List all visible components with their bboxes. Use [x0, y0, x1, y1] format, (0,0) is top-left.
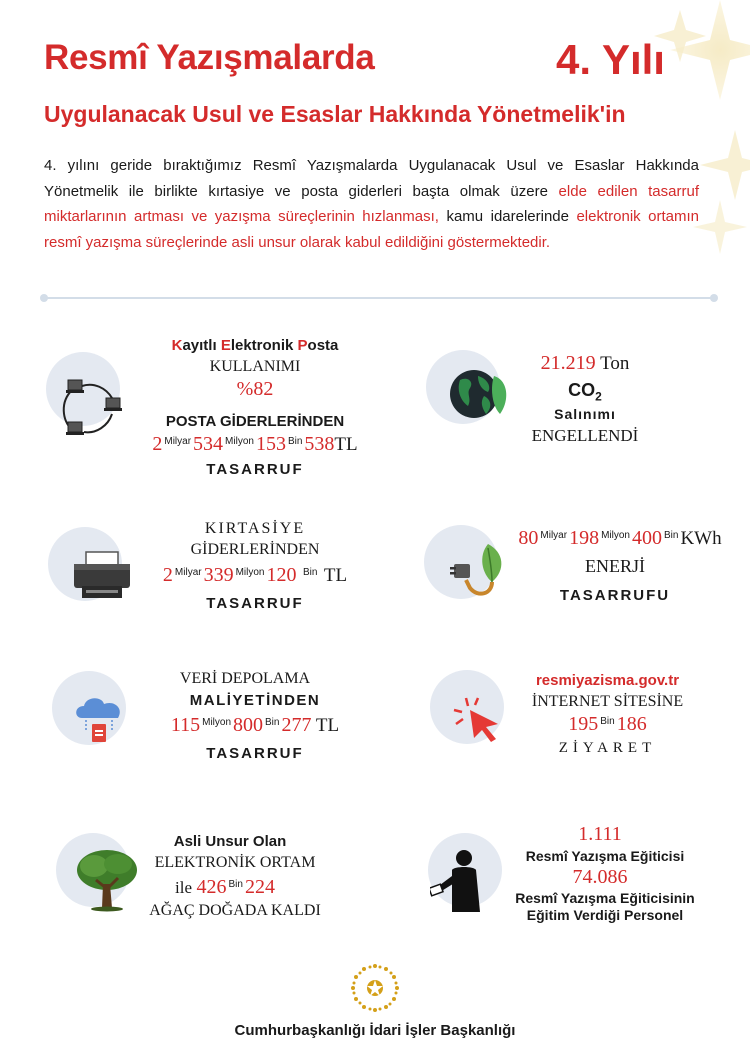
- kirtasiye-amount: 2 $^{Milyar}$ 339 $^{Milyon}$ 120 $^{Bin}$ TL: [162, 564, 348, 586]
- plug-leaf-icon: [448, 540, 508, 602]
- veri-l2: MALİYETİNDEN: [189, 692, 321, 709]
- cloud-storage-icon: [72, 692, 128, 748]
- veri-amount: 115 $^{Milyon}$ 800 $^{Bin}$ 277 TL: [170, 714, 340, 736]
- veri-saving: TASARRUF: [206, 745, 304, 762]
- kep-saving: TASARRUF: [206, 461, 304, 478]
- site-url[interactable]: resmiyazisma.gov.tr: [535, 672, 680, 689]
- co2-line1: Salınımı: [554, 406, 616, 422]
- agac-l1: Asli Unsur Olan: [173, 833, 287, 850]
- co2-gas: $CO_2$: [568, 380, 602, 404]
- kirtasiye-l1: KIRTASİYE: [204, 520, 306, 537]
- kep-amount: 2 $^{Milyar}$ 534 $^{Milyon}$ 153 $^{Bin}$ 538TL: [152, 433, 358, 455]
- site-l1: İNTERNET SİTESİNE: [531, 693, 684, 710]
- kep-percent: %82: [236, 378, 274, 400]
- kep-posta-label: POSTA GİDERLERİNDEN: [165, 413, 345, 430]
- cursor-click-icon: [452, 694, 506, 744]
- presenter-icon: [430, 848, 496, 912]
- page-title: Resmî Yazışmalarda: [44, 38, 375, 77]
- footer-org: Cumhurbaşkanlığı İdari İşler Başkanlığı: [234, 1022, 516, 1039]
- egitici-count1: 1.111: [578, 823, 622, 845]
- egitici-l1: Resmî Yazışma Eğiticisi: [525, 848, 685, 864]
- kep-title: Kayıtlı Elektronik Posta: [171, 337, 339, 354]
- kep-usage: KULLANIMI: [209, 358, 301, 375]
- enerji-amount: 80 $^{Milyar}$ 198 $^{Milyon}$ 400 $^{Bin}$ KWh: [518, 527, 722, 549]
- page-subtitle: Uygulanacak Usul ve Esaslar Hakkında Yönetmelik'in: [44, 101, 626, 127]
- enerji-l1: ENERJİ: [585, 556, 645, 576]
- enerji-saving: TASARRUFU: [559, 587, 671, 604]
- egitici-l2: Resmî Yazışma Eğiticisinin: [515, 890, 695, 906]
- divider: [44, 297, 714, 299]
- co2-line2: ENGELLENDİ: [531, 426, 639, 445]
- egitici-count2: 74.086: [572, 866, 628, 888]
- intro-paragraph: 4. yılını geride bıraktığımız Resmî Yazışmalarda Uygulanacak Usul ve Esaslar Hakkında Yönetmelik ile birlikte kırtasiye ve posta giderleri başta olmak üzere elde edilen tasarruf miktarlarının artması ve yazışma süreçlerinin hızlanması, kamu idarelerinde elektronik ortamın resmî yazışma süreçlerinde asli unsur olarak kabul edildiğini göstermektedir.: [44, 157, 699, 251]
- site-visits: 195 $^{Bin}$ 186: [568, 713, 647, 735]
- agac-l2: ELEKTRONİK ORTAM: [154, 854, 316, 871]
- agac-amount: ile 426 $^{Bin}$ 224: [175, 876, 275, 898]
- earth-leaf-icon: [448, 366, 508, 422]
- agac-l3: AĞAÇ DOĞADA KALDI: [149, 902, 321, 919]
- printer-icon: [72, 550, 132, 602]
- kirtasiye-l2: GİDERLERİNDEN: [190, 541, 320, 558]
- veri-l1: VERİ DEPOLAMA: [179, 670, 311, 687]
- year-label: 4. Yılı: [556, 36, 665, 83]
- kirtasiye-saving: TASARRUF: [206, 595, 304, 612]
- co2-amount: 21.219 Ton: [540, 352, 630, 374]
- network-computers-icon: [58, 378, 128, 440]
- egitici-l3: Eğitim Verdiği Personel: [526, 907, 684, 923]
- presidential-emblem-icon: [349, 962, 401, 1014]
- site-l2: ZİYARET: [558, 740, 657, 756]
